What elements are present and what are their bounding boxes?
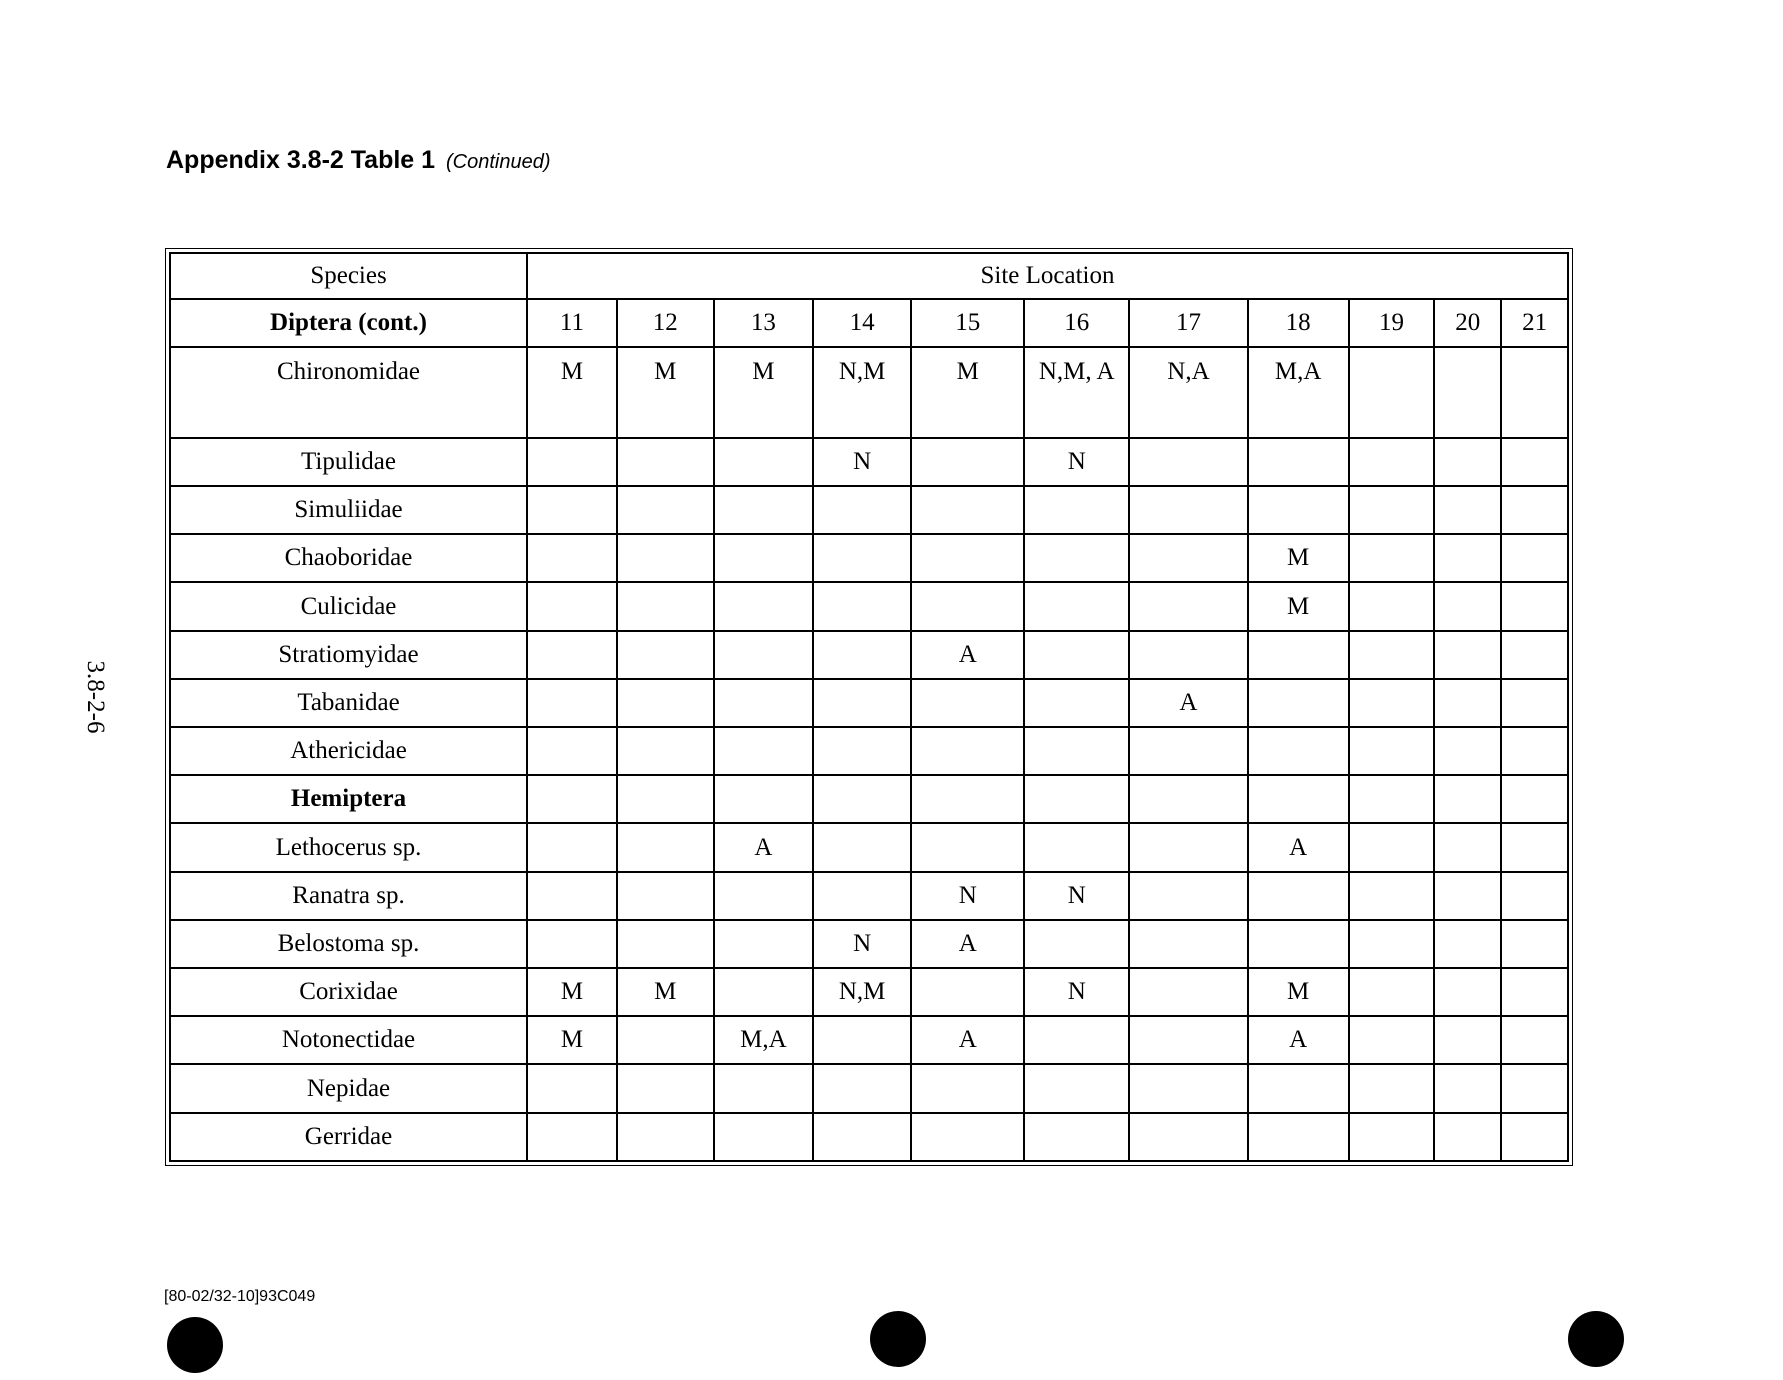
site-value-cell: N,M bbox=[813, 347, 911, 437]
table-row bbox=[170, 968, 1568, 1016]
table-row bbox=[170, 1064, 1568, 1112]
site-value-cell: A bbox=[1129, 679, 1248, 727]
site-value-cell bbox=[1501, 582, 1568, 630]
site-value-cell bbox=[617, 679, 714, 727]
site-value-cell: M bbox=[617, 968, 714, 1016]
site-value-cell bbox=[617, 872, 714, 920]
site-value-cell bbox=[1248, 486, 1349, 534]
table-header-row bbox=[170, 253, 1568, 299]
species-name-cell: Chaoboridae bbox=[170, 534, 527, 582]
species-name-cell: Corixidae bbox=[170, 968, 527, 1016]
species-name-cell: Stratiomyidae bbox=[170, 631, 527, 679]
site-value-cell bbox=[813, 679, 911, 727]
table-row bbox=[170, 679, 1568, 727]
site-value-cell: A bbox=[911, 920, 1024, 968]
table-row bbox=[170, 534, 1568, 582]
site-value-cell bbox=[617, 1113, 714, 1161]
site-value-cell bbox=[527, 823, 617, 871]
site-value-cell bbox=[1434, 1064, 1501, 1112]
site-value-cell bbox=[1434, 486, 1501, 534]
site-value-cell bbox=[617, 1064, 714, 1112]
site-value-cell bbox=[1024, 727, 1129, 775]
site-value-cell bbox=[617, 534, 714, 582]
site-value-cell bbox=[527, 679, 617, 727]
table-row bbox=[170, 582, 1568, 630]
table-body bbox=[170, 253, 1568, 1161]
site-value-cell bbox=[714, 968, 813, 1016]
site-value-cell bbox=[1349, 631, 1435, 679]
site-value-cell bbox=[813, 1064, 911, 1112]
site-value-cell bbox=[1349, 920, 1435, 968]
species-name-cell: Simuliidae bbox=[170, 486, 527, 534]
site-value-cell: M bbox=[1248, 968, 1349, 1016]
title-text: Appendix 3.8-2 Table 1 bbox=[166, 146, 436, 174]
table-row bbox=[170, 1016, 1568, 1064]
site-number-header: 12 bbox=[617, 299, 714, 347]
site-value-cell bbox=[1129, 534, 1248, 582]
site-value-cell bbox=[617, 823, 714, 871]
table-row bbox=[170, 823, 1568, 871]
site-value-cell: A bbox=[714, 823, 813, 871]
site-value-cell: A bbox=[911, 631, 1024, 679]
site-value-cell bbox=[617, 775, 714, 823]
site-value-cell bbox=[714, 920, 813, 968]
site-value-cell bbox=[813, 1113, 911, 1161]
site-value-cell bbox=[1434, 438, 1501, 486]
site-value-cell bbox=[527, 775, 617, 823]
table-row bbox=[170, 727, 1568, 775]
site-value-cell bbox=[911, 486, 1024, 534]
site-value-cell bbox=[527, 727, 617, 775]
species-name-cell: Nepidae bbox=[170, 1064, 527, 1112]
site-value-cell bbox=[1501, 1064, 1568, 1112]
site-value-cell: M,A bbox=[1248, 347, 1349, 437]
site-value-cell bbox=[1248, 438, 1349, 486]
table-row bbox=[170, 631, 1568, 679]
site-value-cell: N bbox=[813, 920, 911, 968]
site-value-cell bbox=[527, 1113, 617, 1161]
site-value-cell bbox=[1434, 534, 1501, 582]
site-value-cell bbox=[1024, 582, 1129, 630]
binder-hole-left bbox=[167, 1317, 223, 1373]
site-value-cell bbox=[714, 1113, 813, 1161]
site-value-cell bbox=[527, 631, 617, 679]
site-number-header: 16 bbox=[1024, 299, 1129, 347]
site-value-cell bbox=[617, 1016, 714, 1064]
site-value-cell bbox=[617, 438, 714, 486]
site-value-cell bbox=[1501, 823, 1568, 871]
site-value-cell bbox=[1434, 872, 1501, 920]
site-number-row bbox=[170, 299, 1568, 347]
site-value-cell bbox=[1129, 486, 1248, 534]
site-value-cell bbox=[911, 679, 1024, 727]
site-value-cell bbox=[1129, 872, 1248, 920]
species-name-cell: Tipulidae bbox=[170, 438, 527, 486]
site-value-cell bbox=[911, 582, 1024, 630]
site-value-cell: A bbox=[1248, 1016, 1349, 1064]
site-number-header: 13 bbox=[714, 299, 813, 347]
site-value-cell bbox=[714, 438, 813, 486]
site-value-cell bbox=[1024, 775, 1129, 823]
site-number-header: 15 bbox=[911, 299, 1024, 347]
site-value-cell bbox=[1434, 631, 1501, 679]
site-value-cell: N bbox=[911, 872, 1024, 920]
site-value-cell bbox=[714, 872, 813, 920]
site-value-cell bbox=[1248, 872, 1349, 920]
site-value-cell bbox=[1434, 679, 1501, 727]
site-value-cell bbox=[1349, 968, 1435, 1016]
site-value-cell bbox=[1349, 775, 1435, 823]
site-value-cell bbox=[813, 775, 911, 823]
site-value-cell bbox=[1349, 438, 1435, 486]
species-name-cell: Athericidae bbox=[170, 727, 527, 775]
site-value-cell bbox=[1434, 1113, 1501, 1161]
site-value-cell bbox=[617, 631, 714, 679]
site-value-cell: M bbox=[527, 1016, 617, 1064]
site-value-cell bbox=[1248, 679, 1349, 727]
site-value-cell bbox=[714, 534, 813, 582]
table-row bbox=[170, 920, 1568, 968]
site-value-cell bbox=[1349, 679, 1435, 727]
site-value-cell bbox=[1024, 1064, 1129, 1112]
site-value-cell bbox=[1434, 1016, 1501, 1064]
table-row bbox=[170, 347, 1568, 437]
site-value-cell bbox=[1129, 727, 1248, 775]
site-value-cell bbox=[911, 1064, 1024, 1112]
site-value-cell: N,M bbox=[813, 968, 911, 1016]
site-value-cell bbox=[1248, 920, 1349, 968]
site-value-cell bbox=[714, 775, 813, 823]
site-value-cell bbox=[1024, 823, 1129, 871]
site-number-header: 21 bbox=[1501, 299, 1568, 347]
species-name-cell: Belostoma sp. bbox=[170, 920, 527, 968]
site-value-cell bbox=[1129, 631, 1248, 679]
site-value-cell: M bbox=[617, 347, 714, 437]
group-header-cell: Hemiptera bbox=[170, 775, 527, 823]
site-value-cell bbox=[527, 1064, 617, 1112]
table-frame bbox=[165, 248, 1573, 1166]
species-name-cell: Gerridae bbox=[170, 1113, 527, 1161]
site-value-cell bbox=[1248, 631, 1349, 679]
species-name-cell: Chironomidae bbox=[170, 347, 527, 437]
site-value-cell bbox=[714, 486, 813, 534]
site-value-cell bbox=[911, 534, 1024, 582]
site-value-cell bbox=[1501, 679, 1568, 727]
site-value-cell bbox=[1248, 1064, 1349, 1112]
site-value-cell bbox=[813, 486, 911, 534]
site-value-cell bbox=[1501, 968, 1568, 1016]
species-name-cell: Notonectidae bbox=[170, 1016, 527, 1064]
site-value-cell bbox=[1349, 582, 1435, 630]
site-value-cell: N,A bbox=[1129, 347, 1248, 437]
site-value-cell bbox=[1501, 631, 1568, 679]
site-value-cell: N,M, A bbox=[1024, 347, 1129, 437]
site-number-header: 20 bbox=[1434, 299, 1501, 347]
site-value-cell: M bbox=[911, 347, 1024, 437]
site-value-cell bbox=[1129, 775, 1248, 823]
site-number-header: 11 bbox=[527, 299, 617, 347]
site-value-cell bbox=[1434, 968, 1501, 1016]
site-value-cell bbox=[527, 486, 617, 534]
site-value-cell bbox=[813, 534, 911, 582]
site-value-cell bbox=[813, 631, 911, 679]
site-number-header: 17 bbox=[1129, 299, 1248, 347]
site-value-cell bbox=[527, 582, 617, 630]
site-value-cell bbox=[1129, 582, 1248, 630]
site-value-cell bbox=[1129, 1064, 1248, 1112]
site-value-cell bbox=[1349, 1064, 1435, 1112]
site-value-cell bbox=[1024, 631, 1129, 679]
site-value-cell bbox=[1129, 823, 1248, 871]
site-value-cell: M bbox=[527, 968, 617, 1016]
title-continued: (Continued) bbox=[446, 151, 551, 173]
site-value-cell bbox=[911, 823, 1024, 871]
site-value-cell bbox=[527, 920, 617, 968]
site-value-cell bbox=[813, 727, 911, 775]
site-value-cell: M,A bbox=[714, 1016, 813, 1064]
species-header: Species bbox=[170, 253, 527, 299]
site-value-cell bbox=[1501, 534, 1568, 582]
site-value-cell bbox=[1349, 872, 1435, 920]
site-value-cell bbox=[911, 727, 1024, 775]
table-row bbox=[170, 1113, 1568, 1161]
side-page-number: 3.8-2-6 bbox=[82, 660, 109, 734]
site-value-cell: N bbox=[1024, 968, 1129, 1016]
site-value-cell bbox=[1349, 347, 1435, 437]
site-value-cell bbox=[813, 823, 911, 871]
footer-code: [80-02/32-10]93C049 bbox=[164, 1288, 316, 1305]
site-value-cell bbox=[911, 1113, 1024, 1161]
site-value-cell bbox=[1501, 1113, 1568, 1161]
site-value-cell bbox=[617, 920, 714, 968]
site-value-cell bbox=[1248, 775, 1349, 823]
site-value-cell: N bbox=[813, 438, 911, 486]
site-value-cell: A bbox=[1248, 823, 1349, 871]
species-name-cell: Tabanidae bbox=[170, 679, 527, 727]
site-number-header: 18 bbox=[1248, 299, 1349, 347]
site-value-cell bbox=[714, 582, 813, 630]
site-value-cell bbox=[1501, 486, 1568, 534]
group-header-diptera: Diptera (cont.) bbox=[170, 299, 527, 347]
site-value-cell bbox=[1248, 727, 1349, 775]
site-value-cell bbox=[813, 582, 911, 630]
site-value-cell bbox=[1501, 1016, 1568, 1064]
site-value-cell bbox=[1129, 438, 1248, 486]
site-value-cell bbox=[1349, 1016, 1435, 1064]
site-value-cell bbox=[1349, 1113, 1435, 1161]
site-value-cell bbox=[1349, 534, 1435, 582]
site-value-cell bbox=[617, 582, 714, 630]
site-value-cell bbox=[714, 1064, 813, 1112]
site-value-cell bbox=[1129, 920, 1248, 968]
site-value-cell bbox=[1434, 775, 1501, 823]
site-number-header: 14 bbox=[813, 299, 911, 347]
site-value-cell bbox=[1024, 534, 1129, 582]
binder-hole-center bbox=[870, 1311, 926, 1367]
site-value-cell bbox=[1434, 920, 1501, 968]
site-value-cell bbox=[1024, 486, 1129, 534]
site-value-cell bbox=[527, 534, 617, 582]
species-name-cell: Lethocerus sp. bbox=[170, 823, 527, 871]
species-name-cell: Culicidae bbox=[170, 582, 527, 630]
site-number-header: 19 bbox=[1349, 299, 1435, 347]
site-value-cell: M bbox=[1248, 582, 1349, 630]
site-value-cell bbox=[617, 727, 714, 775]
site-value-cell bbox=[813, 1016, 911, 1064]
site-value-cell bbox=[911, 775, 1024, 823]
site-value-cell bbox=[1024, 1016, 1129, 1064]
site-value-cell bbox=[714, 679, 813, 727]
site-value-cell bbox=[1434, 582, 1501, 630]
site-value-cell: A bbox=[911, 1016, 1024, 1064]
site-value-cell bbox=[527, 438, 617, 486]
site-value-cell bbox=[813, 872, 911, 920]
site-value-cell bbox=[1501, 347, 1568, 437]
site-value-cell bbox=[1501, 438, 1568, 486]
table-row bbox=[170, 775, 1568, 823]
site-value-cell bbox=[1024, 679, 1129, 727]
site-value-cell bbox=[911, 968, 1024, 1016]
table-row bbox=[170, 872, 1568, 920]
site-value-cell bbox=[527, 872, 617, 920]
table-row bbox=[170, 438, 1568, 486]
table-row bbox=[170, 486, 1568, 534]
site-value-cell: M bbox=[527, 347, 617, 437]
site-value-cell bbox=[714, 727, 813, 775]
site-value-cell bbox=[1349, 486, 1435, 534]
site-value-cell bbox=[617, 486, 714, 534]
site-value-cell bbox=[911, 438, 1024, 486]
site-value-cell bbox=[1129, 1016, 1248, 1064]
site-value-cell bbox=[1349, 727, 1435, 775]
site-value-cell bbox=[1024, 1113, 1129, 1161]
site-value-cell: N bbox=[1024, 872, 1129, 920]
site-value-cell bbox=[1434, 727, 1501, 775]
site-value-cell bbox=[1129, 1113, 1248, 1161]
site-value-cell bbox=[1349, 823, 1435, 871]
site-value-cell bbox=[1434, 347, 1501, 437]
site-value-cell bbox=[1024, 920, 1129, 968]
species-site-table bbox=[169, 252, 1569, 1162]
site-value-cell bbox=[1434, 823, 1501, 871]
page-title bbox=[166, 146, 551, 175]
site-value-cell bbox=[714, 631, 813, 679]
site-value-cell bbox=[1501, 872, 1568, 920]
binder-hole-right bbox=[1568, 1311, 1624, 1367]
site-value-cell bbox=[1501, 920, 1568, 968]
species-name-cell: Ranatra sp. bbox=[170, 872, 527, 920]
site-value-cell bbox=[1129, 968, 1248, 1016]
site-value-cell: M bbox=[1248, 534, 1349, 582]
site-location-header: Site Location bbox=[527, 253, 1568, 299]
site-value-cell bbox=[1248, 1113, 1349, 1161]
site-value-cell: M bbox=[714, 347, 813, 437]
site-value-cell bbox=[1501, 775, 1568, 823]
site-value-cell: N bbox=[1024, 438, 1129, 486]
site-value-cell bbox=[1501, 727, 1568, 775]
